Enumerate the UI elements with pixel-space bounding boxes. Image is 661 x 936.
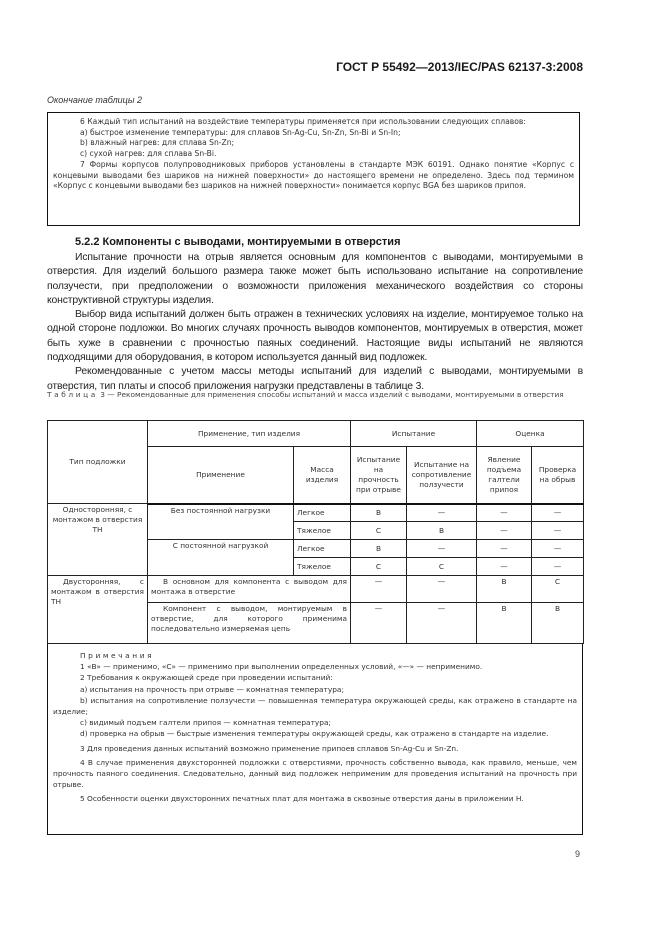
paragraph: Рекомендованные с учетом массы методы испытаний для изделий с выводами, монтируемыми в отверстия, тип платы и способ приложения нагрузки представлены в таблице 3.: [47, 366, 583, 392]
cell-creep: C: [407, 558, 477, 576]
cell-fillet: —: [477, 540, 532, 558]
note-7: 7 Формы корпусов полупроводниковых приборов установлены в стандарте МЭК 60191. Однако понятие «Корпус с концевыми выводами без шариков на нижней поверхности» до настоящего времени не определено. Здесь под термином «Корпус с концевыми выводами без шариков на нижней поверхности» понимается корпус BGA без шариков припоя.: [53, 159, 574, 191]
cell-creep: —: [407, 540, 477, 558]
cell-pull: C: [351, 522, 407, 540]
cell-pull: B: [351, 504, 407, 522]
section-heading: 5.2.2 Компоненты с выводами, монтируемыми в отверстия: [75, 236, 401, 248]
note-6-intro: 6 Каждый тип испытаний на воздействие температуры применяется при использовании следующих сплавов:: [80, 117, 526, 126]
note-3: 3 Для проведения данных испытаний возможно применение припоев сплавов Sn-Ag-Cu и Sn-Zn.: [80, 743, 459, 753]
header-test-group: Испытание: [351, 421, 477, 447]
paragraph: Выбор вида испытаний должен быть отражен в технических условиях на изделие, монтируемое только на одной стороне подложки. Во многих случаях прочность выводов компонентов, монтируемых в отверстия, может быть хуже в сравнении с прочностью паяных соединений. Настоящие виды испытаний не являются подходящими для оборудования, в котором используется данный вид подложек.: [47, 309, 583, 364]
cell-application: С постоянной нагрузкой: [148, 540, 294, 576]
header-creep-test: Испытание на сопротивление ползучести: [407, 447, 477, 504]
cell-mass: Легкое: [294, 504, 351, 522]
cell-mass: Тяжелое: [294, 558, 351, 576]
cell-pull: B: [351, 540, 407, 558]
cell-pull: —: [351, 576, 407, 603]
header-application-group: Применение, тип изделия: [148, 421, 351, 447]
notes-title-text: Примечания: [80, 651, 155, 660]
cell-pull: —: [351, 603, 407, 644]
page-number: 9: [575, 849, 581, 859]
section-body: [47, 251, 583, 394]
note-2b: b) испытания на сопротивление ползучести — повышенная температура окружающей среды, как отражено в стандарте на изделие;: [53, 695, 577, 717]
note-1: 1 «B» — применимо, «C» — применимо при выполнении определенных условий, «—» — неприменимо.: [80, 662, 483, 672]
cell-creep: —: [407, 576, 477, 603]
note-6a: a) быстрое изменение температуры: для сплавов Sn-Ag-Cu, Sn-Zn, Sn-Bi и Sn-In;: [80, 127, 401, 137]
cell-open: —: [532, 522, 584, 540]
table3: [47, 420, 584, 644]
cell-mass: Тяжелое: [294, 522, 351, 540]
note-6b: b) влажный нагрев: для сплава Sn-Zn;: [80, 138, 235, 148]
table-word: Таблица: [47, 390, 98, 399]
note-6c: c) сухой нагрев: для сплава Sn-Bi.: [80, 149, 217, 159]
note-2d: d) проверка на обрыв — быстрые изменения температуры окружающей среды, как отражено в стандарте на изделие.: [80, 729, 549, 739]
cell-application: Компонент с выводом, монтируемым в отверстие, для которого применима последовательно измеряемая цепь: [148, 603, 351, 644]
table3-notes: [47, 644, 583, 835]
header-substrate-type: Тип подложки: [48, 421, 148, 504]
cell-open: C: [532, 576, 584, 603]
cell-fillet: B: [477, 576, 532, 603]
cell-substrate: Односторонняя, с монтажом в отверстия ТН: [48, 504, 148, 576]
table-row: [48, 504, 584, 522]
note-2: 2 Требования к окружающей среде при проведении испытаний:: [80, 673, 333, 683]
cell-creep: —: [407, 603, 477, 644]
cell-pull: C: [351, 558, 407, 576]
paragraph: Испытание прочности на отрыв является основным для компонентов с выводами, монтируемыми в отверстия. Для изделий большого размера также может быть использовано испытание на сопротивление ползучести, при предположении о возможности приложения механического воздействия со стороны конструктивной структуры изделия.: [47, 252, 583, 306]
cell-creep: —: [407, 504, 477, 522]
table-continuation-caption: Окончание таблицы 2: [47, 95, 142, 105]
standard-header: ГОСТ Р 55492—2013/IEC/PAS 62137-3:2008: [336, 60, 583, 74]
cell-fillet: —: [477, 504, 532, 522]
header-pull-test: Испытание на прочность при отрыве: [351, 447, 407, 504]
note-4: 4 В случае применения двухсторонней подложки с отверстиями, прочность собственно вывода, как правило, меньше, чем прочность паяного соединения. Следовательно, данный вид подложек неприменим для проведения испытаний на прочность при отрыве.: [53, 757, 577, 790]
cell-fillet: —: [477, 522, 532, 540]
cell-fillet: B: [477, 603, 532, 644]
header-evaluation-group: Оценка: [477, 421, 584, 447]
cell-application: Без постоянной нагрузки: [148, 504, 294, 540]
cell-mass: Легкое: [294, 540, 351, 558]
cell-open: —: [532, 558, 584, 576]
table-row: [48, 576, 584, 603]
cell-open: B: [532, 603, 584, 644]
cell-creep: B: [407, 522, 477, 540]
cell-open: —: [532, 540, 584, 558]
notes-title: [53, 650, 577, 661]
note-2a: a) испытания на прочность при отрыве — комнатная температура;: [80, 684, 344, 694]
cell-substrate: Двусторонняя, с монтажом в отверстия ТН: [48, 576, 148, 644]
cell-application: В основном для компонента с выводом для монтажа в отверстие: [148, 576, 351, 603]
header-open-check: Проверка на обрыв: [532, 447, 584, 504]
table2-notes-box: [47, 112, 580, 226]
table3-title: [47, 390, 583, 401]
note-5: 5 Особенности оценки двухсторонних печатных плат для монтажа в сквозные отверстия даны в приложении Н.: [80, 794, 524, 804]
header-application: Применение: [148, 447, 294, 504]
note-2c: c) видимый подъем галтели припоя — комнатная температура;: [80, 718, 331, 728]
cell-fillet: —: [477, 558, 532, 576]
table-title-text: 3 — Рекомендованные для применения способы испытаний и масса изделий с выводами, монтируемыми в отверстия: [97, 390, 564, 399]
cell-open: —: [532, 504, 584, 522]
header-fillet-lift: Явление подъема галтели припоя: [477, 447, 532, 504]
header-mass: Масса изделия: [294, 447, 351, 504]
